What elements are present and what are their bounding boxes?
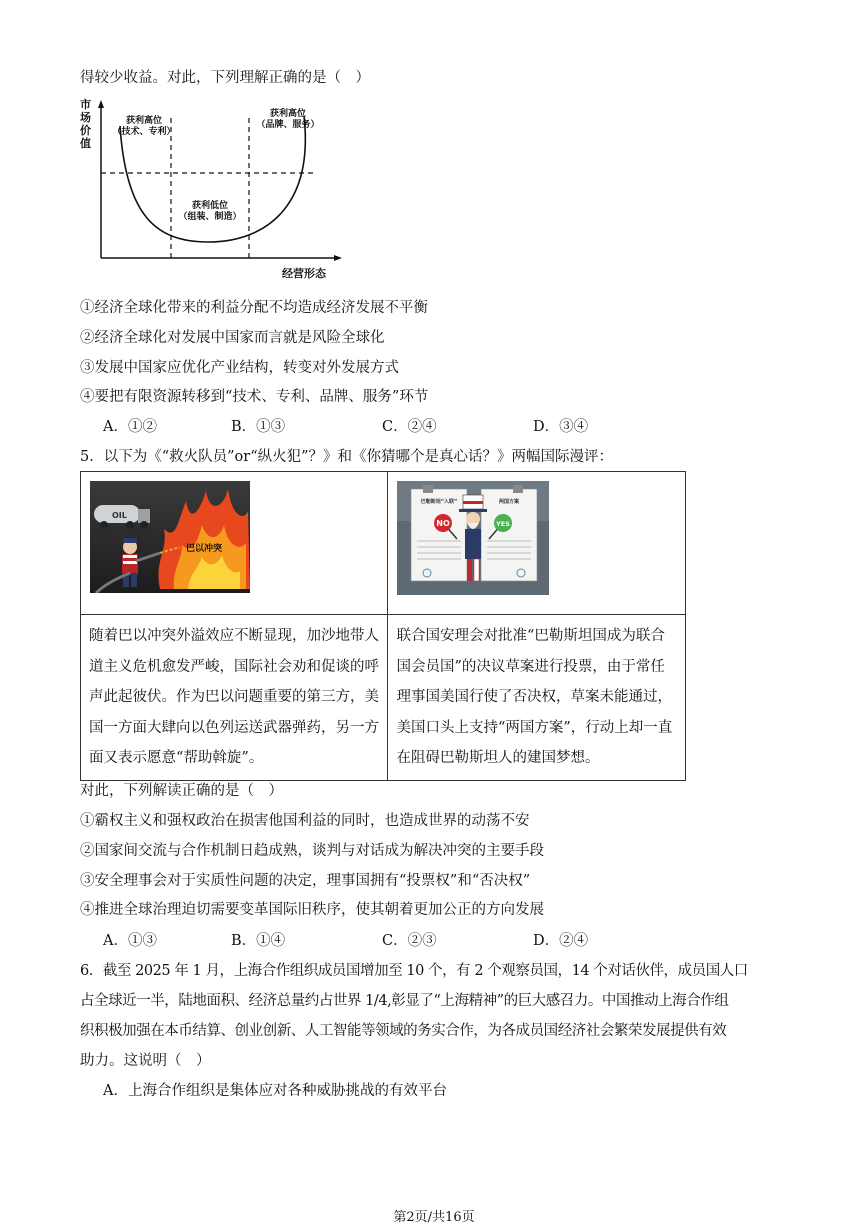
- low-label-1: 获利低位: [191, 201, 229, 211]
- q5-statement-3: ③安全理事会对于实质性问题的决定，理事国拥有“投票权”和“否决权”: [80, 873, 531, 889]
- q5-option-c[interactable]: C．②③: [382, 933, 437, 949]
- svg-text:YES: YES: [496, 520, 511, 528]
- q6-line-2: 占全球近一半，陆地面积、经济总量约占世界 1/4,彰显了“上海精神”的巨大感召力。中国推动上海合作组: [80, 993, 729, 1009]
- q4-statement-2: ②经济全球化对发展中国家而言就是风险全球化: [80, 330, 385, 346]
- q5-followup: 对此，下列解读正确的是（ ）: [80, 783, 283, 799]
- uncle-sam-cartoon: [397, 481, 549, 595]
- doc-right-title: 两国方案: [499, 499, 520, 505]
- q5-stem: 5．以下为《“救火队员”or“纵火犯”？》和《你猜哪个是真心话？》两幅国际漫评：: [80, 449, 614, 465]
- q4-option-c[interactable]: C．②④: [382, 419, 437, 435]
- doc-left-title: 巴勒斯坦“入联”: [421, 499, 458, 505]
- curve-svg: [76, 96, 346, 286]
- q4-statement-3: ③发展中国家应优化产业结构，转变对外发展方式: [80, 360, 399, 376]
- cartoon-comparison-table: [80, 471, 686, 781]
- q5-statement-2: ②国家间交流与合作机制日趋成熟，谈判与对话成为解决冲突的主要手段: [80, 843, 544, 859]
- q6-line-4: 助力。这说明（ ）: [80, 1053, 211, 1069]
- uncle-sam-body: [465, 529, 481, 559]
- right-high-label-1: 获利高位: [269, 109, 307, 119]
- left-high-label-2: （技术、专利）: [112, 127, 176, 137]
- q5-option-b[interactable]: B．①④: [231, 933, 286, 949]
- page-number-footer: 第2页/共16页: [393, 1210, 475, 1225]
- q4-option-d[interactable]: D．③④: [533, 419, 589, 435]
- q6-line-1: 6．截至 2025 年 1 月，上海合作组织成员国增加至 10 个，有 2 个观察员国，14 个对话伙伴，成员国人口: [80, 963, 748, 979]
- question-intro-line: 得较少收益。对此，下列理解正确的是（ ）: [80, 70, 370, 86]
- y-axis-label: 市场价值: [80, 98, 91, 150]
- y-axis-arrow: [98, 100, 104, 108]
- x-axis-arrow: [334, 255, 342, 261]
- firefighter-cartoon: [90, 481, 250, 593]
- left-high-label-1: 获利高位: [125, 116, 163, 126]
- cell-left-text: 随着巴以冲突外溢效应不断显现，加沙地带人道主义危机愈发严峻，国际社会劝和促谈的呼声此起彼伏。作为巴以问题重要的第三方，美国一方面大肆向以色列运送武器弹药，另一方面又表示愿意“帮助斡旋”。: [81, 615, 388, 781]
- q4-statement-4: ④要把有限资源转移到“技术、专利、品牌、服务”环节: [80, 389, 429, 405]
- svg-text:NO: NO: [436, 519, 451, 528]
- q5-option-a[interactable]: A．①③: [103, 933, 157, 949]
- q6-option-a[interactable]: A．上海合作组织是集体应对各种威胁挑战的有效平台: [103, 1083, 447, 1099]
- truck-label: OIL: [112, 511, 127, 520]
- q6-line-3: 织积极加强在本币结算、创业创新、人工智能等领域的务实合作，为各成员国经济社会繁荣发展提供有效: [80, 1023, 727, 1039]
- cartoon-left-cell: [81, 472, 388, 615]
- cartoon-right-cell: [388, 472, 686, 615]
- q5-option-d[interactable]: D．②④: [533, 933, 589, 949]
- low-label-2: （组装、制造）: [178, 212, 242, 222]
- q4-option-a[interactable]: A．①②: [103, 419, 157, 435]
- smile-curve-diagram: [76, 96, 346, 286]
- fire-label: 巴以冲突: [186, 544, 223, 554]
- right-high-label-2: （品牌、服务）: [256, 120, 320, 130]
- x-axis-label: 经营形态: [282, 267, 326, 280]
- q5-statement-4: ④推进全球治理迫切需要变革国际旧秩序，使其朝着更加公正的方向发展: [80, 902, 544, 918]
- cell-right-text: 联合国安理会对批准“巴勒斯坦国成为联合国会员国”的决议草案进行投票，由于常任理事国美国行使了否决权，草案未能通过，美国口头上支持“两国方案”，行动上却一直在阻碍巴勒斯坦人的建国梦想。: [388, 615, 686, 781]
- q5-statement-1: ①霸权主义和强权政治在损害他国利益的同时，也造成世界的动荡不安: [80, 813, 530, 829]
- q4-statement-1: ①经济全球化带来的利益分配不均造成经济发展不平衡: [80, 300, 428, 316]
- q4-option-b[interactable]: B．①③: [231, 419, 286, 435]
